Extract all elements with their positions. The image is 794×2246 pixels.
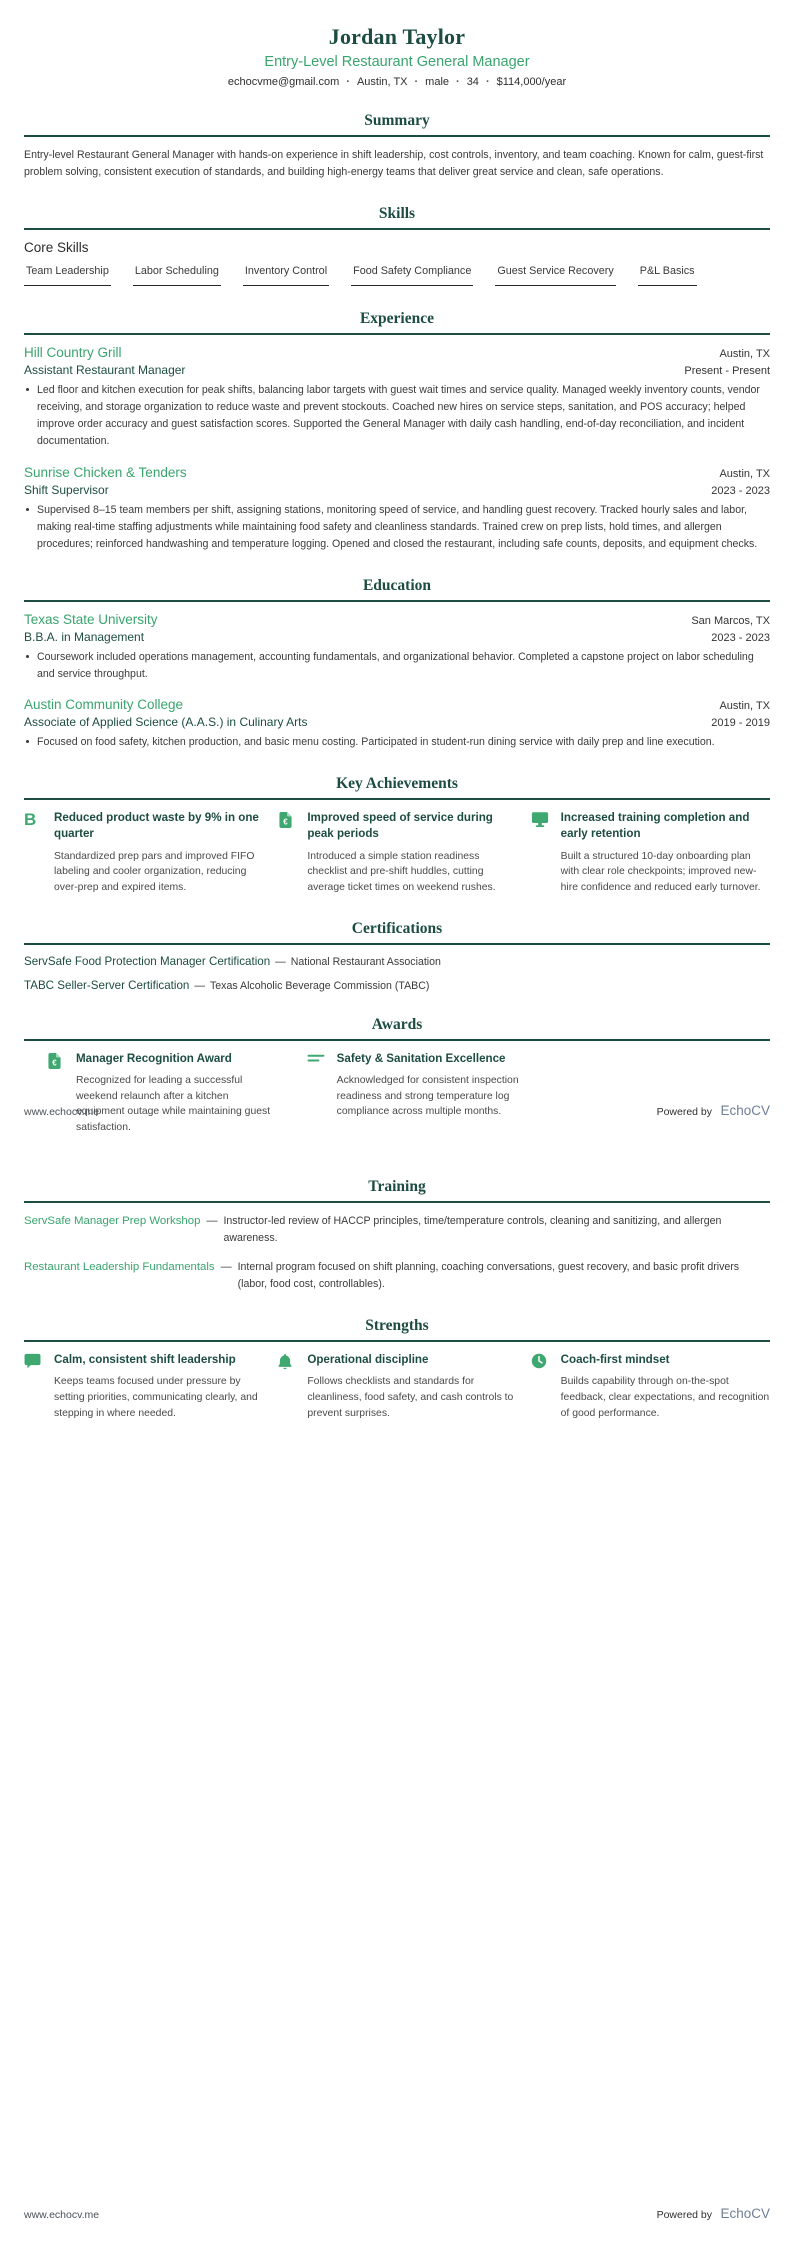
certification-item <box>24 979 770 992</box>
resume-header <box>24 0 770 88</box>
monitor-icon <box>531 811 553 828</box>
strength-title: Calm, consistent shift leadership <box>54 1352 236 1366</box>
summary-heading: Summary <box>24 112 770 137</box>
section-experience <box>24 310 770 553</box>
school-name: Austin Community College <box>24 697 184 713</box>
svg-text:€: € <box>52 1057 57 1067</box>
skills-list <box>24 265 770 286</box>
award-description: Acknowledged for consistent inspection readiness and strong temperature log compliance across multiple months. <box>336 1075 519 1118</box>
job-dates: 2023 - 2023 <box>711 484 770 497</box>
degree-name: Associate of Applied Science (A.A.S.) in Culinary Arts <box>24 715 308 730</box>
page-2-footer <box>24 2205 770 2223</box>
clock-icon <box>531 1353 553 1369</box>
contact-line <box>24 76 770 88</box>
file-euro-icon <box>277 811 299 829</box>
degree-dates: 2023 - 2023 <box>711 631 770 644</box>
achievement-description: Built a structured 10-day onboarding plan with clear role checkpoints; improved new-hire confidence and reduced early turnover. <box>560 850 761 893</box>
experience-entry <box>24 465 770 553</box>
footer-site-url: www.echocv.me <box>24 1106 100 1118</box>
achievement-item <box>24 810 263 895</box>
contact-separator: · <box>346 76 350 88</box>
training-name: Restaurant Leadership Fundamentals <box>24 1260 215 1273</box>
align-left-icon <box>307 1052 329 1066</box>
training-description: Internal program focused on shift planning, coaching conversations, guest recovery, and basic profit drivers (labor, food cost, controllables). <box>237 1260 740 1290</box>
contact-age: 34 <box>466 76 479 88</box>
skill-item: P&L Basics <box>638 265 697 286</box>
company-location: Austin, TX <box>719 467 770 480</box>
skills-heading: Skills <box>24 205 770 230</box>
training-heading: Training <box>24 1178 770 1203</box>
comment-icon <box>24 1353 46 1369</box>
achievement-title: Improved speed of service during peak periods <box>307 811 493 841</box>
training-dash: — <box>206 1215 218 1227</box>
job-bullet: Supervised 8–15 team members per shift, assigning stations, monitoring speed of service, and handling guest recovery. Tracked hourly sales and labor, making real-time staffing adjustments while maintaining food safety and cleanliness standards. Trained crew on prep lists, hold times, and allergen procedures; reinforced handwashing and temperature logging. Opened and closed the restaurant, including safe counts, deposits, and equipment checks. <box>24 502 770 553</box>
experience-heading: Experience <box>24 310 770 335</box>
section-strengths <box>24 1317 770 1421</box>
svg-text:€: € <box>283 817 289 827</box>
strength-title: Coach-first mindset <box>560 1352 670 1366</box>
page-2-content <box>0 1154 794 1421</box>
education-bullet: Coursework included operations management, accounting fundamentals, and organizational behavior. Completed a capstone project on labor scheduling and service throughput. <box>24 649 770 683</box>
job-dates: Present - Present <box>684 364 770 377</box>
certification-dash: — <box>275 955 286 968</box>
footer-site-url: www.echocv.me <box>24 2209 100 2221</box>
achievement-title: Reduced product waste by 9% in one quarter <box>54 811 259 841</box>
strength-description: Keeps teams focused under pressure by setting priorities, communicating clearly, and stepping in where needed. <box>54 1376 258 1419</box>
award-title: Safety & Sanitation Excellence <box>336 1051 506 1065</box>
certification-item <box>24 955 770 968</box>
strength-item <box>277 1352 516 1421</box>
training-description: Instructor-led review of HACCP principles, time/temperature controls, cleaning and sanitizing, and allergen awareness. <box>223 1215 722 1244</box>
strength-description: Follows checklists and standards for cleanliness, food safety, and cash controls to prevent surprises. <box>307 1376 514 1419</box>
company-name: Sunrise Chicken & Tenders <box>24 464 187 480</box>
certification-issuer: National Restaurant Association <box>290 955 441 968</box>
school-name: Texas State University <box>24 611 158 627</box>
bold-icon: B <box>24 810 37 830</box>
person-name: Jordan Taylor <box>328 24 466 49</box>
company-name: Hill Country Grill <box>24 344 122 360</box>
achievement-item <box>531 810 770 895</box>
school-location: San Marcos, TX <box>691 614 770 627</box>
strength-item <box>531 1352 770 1421</box>
person-job-title: Entry-Level Restaurant General Manager <box>264 54 530 70</box>
skill-item: Guest Service Recovery <box>495 265 615 286</box>
achievement-description: Introduced a simple station readiness checklist and pre-shift huddles, cutting average ticket times on weekend rushes. <box>307 850 496 893</box>
section-training <box>24 1178 770 1293</box>
contact-email: echocvme@gmail.com <box>227 76 340 88</box>
certification-name: ServSafe Food Protection Manager Certification <box>24 954 271 968</box>
award-item <box>285 1051 532 1136</box>
training-item <box>24 1213 770 1247</box>
achievement-description: Standardized prep pars and improved FIFO labeling and cooler organization, reducing over-prep and expired items. <box>54 850 255 893</box>
summary-text: Entry-level Restaurant General Manager with hands-on experience in shift leadership, cost controls, inventory, and team coaching. Known for calm, guest-first problem solving, consistent execution of standards, and building high-energy teams that deliver great service and clean, safe operations. <box>24 149 764 178</box>
strength-item <box>24 1352 263 1421</box>
file-euro-icon <box>46 1052 68 1070</box>
section-key-achievements <box>24 775 770 895</box>
contact-location: Austin, TX <box>356 76 408 88</box>
award-item <box>24 1051 271 1136</box>
certification-dash: — <box>194 979 205 992</box>
section-skills <box>24 205 770 286</box>
contact-separator: · <box>414 76 419 88</box>
footer-powered-by: Powered by <box>656 1106 713 1118</box>
company-location: Austin, TX <box>719 347 770 360</box>
skill-item: Labor Scheduling <box>133 265 221 286</box>
education-heading: Education <box>24 577 770 602</box>
key-achievements-heading: Key Achievements <box>24 775 770 800</box>
strengths-heading: Strengths <box>24 1317 770 1342</box>
award-title: Manager Recognition Award <box>76 1051 232 1065</box>
contact-separator: · <box>456 76 460 88</box>
job-bullet: Led floor and kitchen execution for peak shifts, balancing labor targets with guest wait times and service quality. Managed weekly inventory counts, vendor receiving, and storage organization to reduce waste and prevent stockouts. Coached new hires on service steps, sanitation, and POS accuracy; helped improve order accuracy and guest satisfaction scores. Supported the General Manager with daily cash handling, end-of-day reconciliation, and incident documentation. <box>24 382 770 451</box>
degree-dates: 2019 - 2019 <box>711 717 770 730</box>
award-description: Recognized for leading a successful weekend relaunch after a kitchen equipment outage while maintaining guest satisfaction. <box>76 1075 271 1134</box>
skill-item: Inventory Control <box>243 265 329 286</box>
page-1-footer <box>24 1102 770 1120</box>
contact-separator: · <box>485 76 490 88</box>
education-bullet: Focused on food safety, kitchen production, and basic menu costing. Participated in student-run dining service with daily prep and line execution. <box>24 734 770 751</box>
skill-item: Team Leadership <box>24 265 111 286</box>
footer-brand: EchoCV <box>720 2206 770 2221</box>
strength-title: Operational discipline <box>307 1352 429 1366</box>
bell-icon <box>277 1353 299 1370</box>
achievements-list <box>24 810 770 895</box>
awards-list <box>24 1051 770 1136</box>
education-entry <box>24 612 770 683</box>
training-item <box>24 1259 770 1293</box>
section-summary <box>24 112 770 181</box>
education-entry <box>24 697 770 751</box>
skill-item: Food Safety Compliance <box>351 265 473 286</box>
footer-brand: EchoCV <box>720 1103 770 1118</box>
certification-issuer: Texas Alcoholic Beverage Commission (TABC) <box>209 979 430 992</box>
job-role: Assistant Restaurant Manager <box>24 362 186 377</box>
training-dash: — <box>220 1260 232 1273</box>
achievement-title: Increased training completion and early retention <box>560 811 750 841</box>
section-certifications <box>24 920 770 992</box>
section-education <box>24 577 770 751</box>
degree-name: B.B.A. in Management <box>24 629 145 644</box>
training-name: ServSafe Manager Prep Workshop <box>24 1215 201 1227</box>
strength-description: Builds capability through on-the-spot feedback, clear expectations, and recognition of good performance. <box>560 1376 770 1419</box>
contact-gender: male <box>425 76 450 88</box>
certifications-heading: Certifications <box>24 920 770 945</box>
awards-heading: Awards <box>24 1016 770 1041</box>
contact-salary: $114,000/year <box>496 76 567 88</box>
experience-entry <box>24 345 770 451</box>
job-role: Shift Supervisor <box>24 482 109 497</box>
footer-powered-by: Powered by <box>656 2209 713 2221</box>
school-location: Austin, TX <box>719 700 770 713</box>
strengths-list <box>24 1352 770 1421</box>
award-spacer <box>545 1051 770 1136</box>
certification-name: TABC Seller-Server Certification <box>24 978 190 992</box>
achievement-item <box>277 810 516 895</box>
skills-group-title: Core Skills <box>24 239 89 255</box>
